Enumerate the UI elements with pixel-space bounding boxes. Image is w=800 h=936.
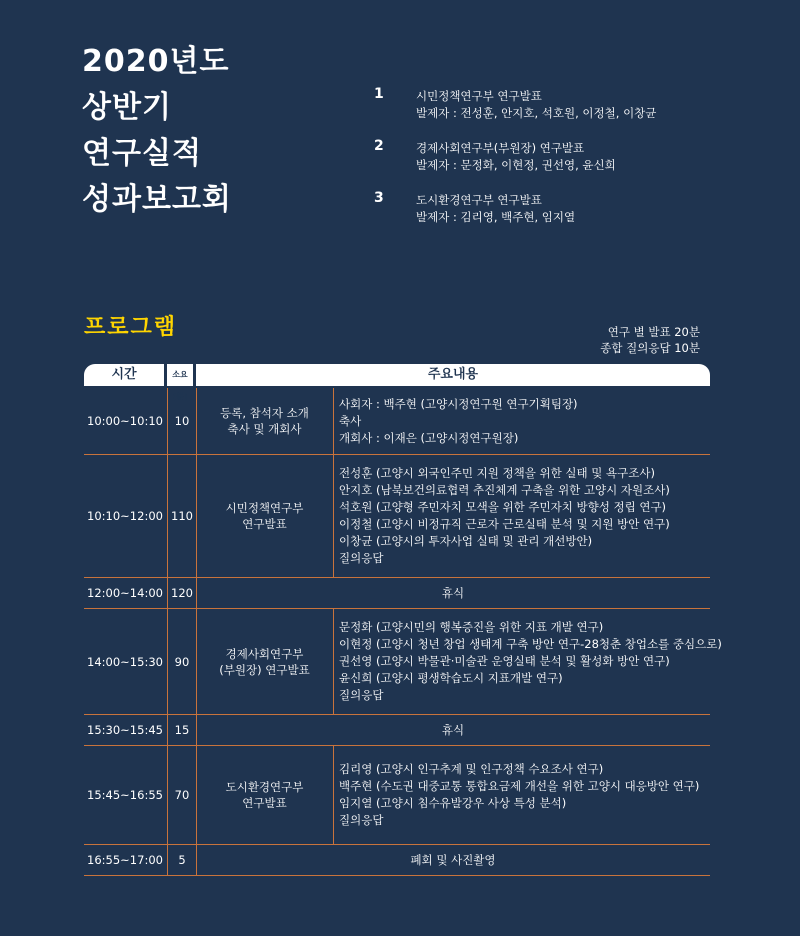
title-line: 2020년도 xyxy=(82,44,230,79)
session-title: 도시환경연구부 연구발표 xyxy=(416,193,542,207)
row-type: 시민정책연구부 연구발표 xyxy=(196,455,334,577)
table-row xyxy=(84,746,710,845)
row-minutes: 90 xyxy=(167,609,197,714)
note-line: 연구 별 발표 20분 xyxy=(607,325,700,339)
table-row xyxy=(84,388,710,455)
table-row xyxy=(84,578,710,609)
row-time: 10:10~12:00 xyxy=(87,509,163,523)
row-minutes: 15 xyxy=(167,715,197,745)
row-details: 사회자 : 백주현 (고양시정연구원 연구기획팀장) 축사 개회사 : 이재은 (고양시정연구원장) xyxy=(339,396,578,445)
row-type: 등록, 참석자 소개 축사 및 개회사 xyxy=(196,388,334,454)
table-row xyxy=(84,455,710,578)
program-note xyxy=(600,324,700,356)
row-minutes: 110 xyxy=(167,455,197,577)
row-details: 전성훈 (고양시 외국인주민 지원 정책을 위한 실태 및 욕구조사) 안지호 (남북보건의료협력 추진체계 구축을 위한 고양시 자원조사) 석호원 (고양형 주민자치 모색을 위한 주민자치 방향성 정립 연구) 이정철 (고양시 비정규직 근로자 근로실태 분석 및 지원 방안 연구) 이창균 (고양시의 투자사업 실태 및 관리 개선방안) 질의응답 xyxy=(339,466,670,565)
session-number: 3 xyxy=(374,190,384,206)
row-minutes: 70 xyxy=(167,746,197,844)
row-closing: 폐회 및 사진촬영 xyxy=(410,853,496,867)
title-line: 연구실적 xyxy=(82,136,202,171)
row-break: 휴식 xyxy=(441,723,465,737)
session-number: 1 xyxy=(374,86,384,102)
row-minutes: 10 xyxy=(167,388,197,454)
row-time: 16:55~17:00 xyxy=(87,853,163,867)
header-time: 시간 xyxy=(84,364,164,386)
session-number: 2 xyxy=(374,138,384,154)
header-main: 주요내용 xyxy=(196,364,710,386)
session-presenters: 발제자 : 전성훈, 안지호, 석호원, 이정철, 이창균 xyxy=(416,106,657,120)
row-time: 12:00~14:00 xyxy=(87,586,163,600)
session-title: 경제사회연구부(부원장) 연구발표 xyxy=(416,141,585,155)
row-details: 문정화 (고양시민의 행복증진을 위한 지표 개발 연구) 이현정 (고양시 청년 창업 생태계 구축 방안 연구-28청춘 창업소를 중심으로) 권선영 (고양시 박물관·미술관 운영실태 분석 및 활성화 방안 연구) 윤신희 (고양시 평생학습도시 지표개발 연구) 질의응답 xyxy=(339,620,722,702)
table-row xyxy=(84,845,710,876)
note-line: 종합 질의응답 10분 xyxy=(600,341,700,355)
row-minutes: 5 xyxy=(167,845,197,875)
row-time: 14:00~15:30 xyxy=(87,654,163,669)
row-time: 10:00~10:10 xyxy=(87,414,163,428)
table-header xyxy=(84,364,710,401)
row-time: 15:45~16:55 xyxy=(87,788,163,802)
title-line: 상반기 xyxy=(82,90,172,125)
program-heading: 프로그램 xyxy=(84,315,178,340)
table-row xyxy=(84,609,722,715)
row-minutes: 120 xyxy=(167,578,197,608)
row-type: 도시환경연구부 연구발표 xyxy=(196,746,334,844)
program-table xyxy=(84,364,722,876)
header-minutes: 소요(분) xyxy=(167,364,193,386)
title-line: 성과보고회 xyxy=(82,182,232,217)
row-type: 경제사회연구부 (부원장) 연구발표 xyxy=(196,609,334,714)
session-presenters: 발제자 : 김리영, 백주현, 임지열 xyxy=(416,210,576,224)
table-row xyxy=(84,715,710,746)
row-details: 김리영 (고양시 인구추계 및 인구정책 수요조사 연구) 백주현 (수도권 대중교통 통합요금제 개선을 위한 고양시 대응방안 연구) 임지열 (고양시 침수유발강우 사상 특성 분석) 질의응답 xyxy=(339,762,700,827)
session-presenters: 발제자 : 문정화, 이현정, 권선영, 윤신희 xyxy=(416,158,616,172)
event-title xyxy=(82,40,232,224)
row-time: 15:30~15:45 xyxy=(87,723,163,737)
row-break: 휴식 xyxy=(441,586,465,600)
session-title: 시민정책연구부 연구발표 xyxy=(416,89,542,103)
